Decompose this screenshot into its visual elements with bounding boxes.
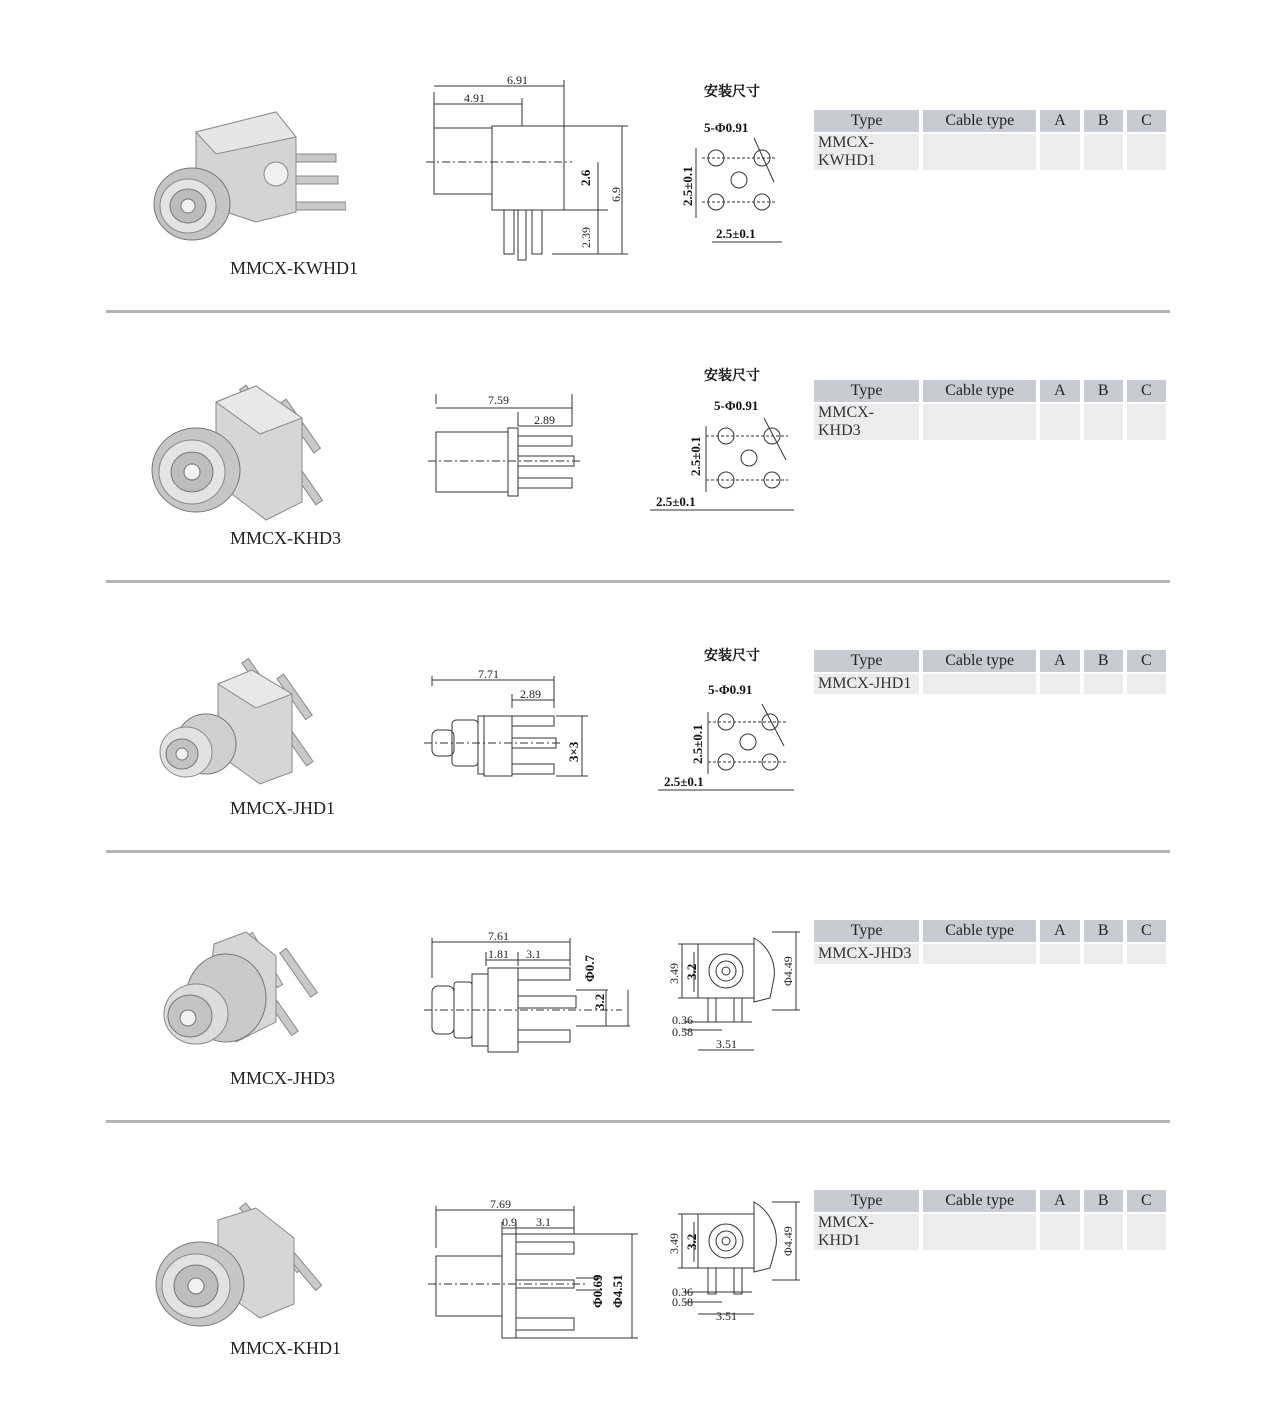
product-section-khd1 <box>106 1152 1170 1422</box>
spec-table-jhd1 <box>810 648 1170 696</box>
header-type: Type <box>814 650 919 672</box>
dim-flange: 1.81 <box>488 947 509 961</box>
footprint-pitch-vertical: 2.5±0.1 <box>690 724 705 764</box>
header-b: B <box>1084 110 1123 132</box>
section-divider <box>106 580 1170 583</box>
footprint-diameter: Φ4.49 <box>781 956 795 986</box>
product-section-jhd1 <box>106 612 1170 882</box>
footprint-height: 3.49 <box>667 963 681 984</box>
model-label: MMCX-JHD3 <box>230 1068 336 1088</box>
dim-overall-length: 6.91 <box>507 73 528 87</box>
footprint-offset-2: 0.58 <box>672 1025 693 1039</box>
cell-a <box>1040 404 1079 440</box>
dim-pin-section: 2.89 <box>520 687 541 701</box>
cell-cable-type <box>923 134 1036 170</box>
table-row <box>814 404 1166 440</box>
footprint-pitch-horizontal: 2.5±0.1 <box>664 774 704 789</box>
product-section-khd3 <box>106 342 1170 612</box>
dim-pin-diameter: Φ0.7 <box>582 954 597 982</box>
cell-b <box>1084 134 1123 170</box>
header-a: A <box>1040 1190 1079 1212</box>
header-cable-type: Cable type <box>923 380 1036 402</box>
dim-overall-length: 7.71 <box>478 667 499 681</box>
dim-overall-length: 7.69 <box>490 1197 511 1211</box>
cell-a <box>1040 944 1079 964</box>
header-type: Type <box>814 380 919 402</box>
footprint-drawing-jhd3 <box>642 882 812 1092</box>
table-row <box>814 944 1166 964</box>
dim-pin-section: 2.89 <box>534 413 555 427</box>
table-header-row <box>814 110 1166 132</box>
spec-table-jhd3 <box>810 918 1170 966</box>
model-label: MMCX-KHD3 <box>230 528 342 548</box>
header-cable-type: Cable type <box>923 1190 1036 1212</box>
model-label: MMCX-JHD1 <box>230 798 336 818</box>
cell-cable-type <box>923 404 1036 440</box>
cell-b <box>1084 674 1123 694</box>
cell-cable-type <box>923 944 1036 964</box>
footprint-diameter: Φ4.49 <box>781 1226 795 1256</box>
cell-b <box>1084 944 1123 964</box>
cell-type: MMCX-JHD1 <box>814 674 919 694</box>
footprint-width: 3.51 <box>716 1037 737 1051</box>
header-b: B <box>1084 650 1123 672</box>
footprint-inner: 3.2 <box>684 1233 699 1250</box>
product-photo-kwhd1 <box>126 92 346 262</box>
cell-c <box>1127 1214 1166 1250</box>
footprint-heading: 安装尺寸 <box>704 648 760 664</box>
side-view-drawing-jhd3 <box>412 882 652 1092</box>
product-photo-khd1 <box>126 1172 346 1342</box>
footprint-drawing-khd3 <box>642 342 812 552</box>
footprint-offset-1: 0.36 <box>672 1013 693 1027</box>
dim-pin-section: 3.1 <box>536 1215 551 1229</box>
header-b: B <box>1084 380 1123 402</box>
dim-overall-length: 7.59 <box>488 393 509 407</box>
cell-b <box>1084 1214 1123 1250</box>
product-section-kwhd1 <box>106 72 1170 342</box>
footprint-width: 3.51 <box>716 1309 737 1323</box>
footprint-offset-1: 0.36 <box>672 1285 693 1299</box>
footprint-offset-2: 0.58 <box>672 1295 693 1309</box>
model-label: MMCX-KWHD1 <box>230 258 358 278</box>
footprint-drawing-jhd1 <box>642 612 812 822</box>
header-a: A <box>1040 920 1079 942</box>
table-row <box>814 674 1166 694</box>
spec-table-khd1 <box>810 1188 1170 1252</box>
footprint-pitch-vertical: 2.5±0.1 <box>680 166 695 206</box>
footprint-pitch-horizontal: 2.5±0.1 <box>716 226 756 241</box>
dim-height-inner: 2.6 <box>578 169 593 186</box>
header-c: C <box>1127 380 1166 402</box>
cell-cable-type <box>923 674 1036 694</box>
cell-type: MMCX-KWHD1 <box>814 134 919 170</box>
dim-body-size: 3×3 <box>566 741 581 762</box>
section-divider <box>106 1120 1170 1123</box>
table-header-row <box>814 650 1166 672</box>
table-row <box>814 134 1166 170</box>
cell-c <box>1127 674 1166 694</box>
product-photo-khd3 <box>126 362 346 532</box>
dim-body-length: 4.91 <box>464 91 485 105</box>
spec-table-khd3 <box>810 378 1170 442</box>
dim-pin-diameter: Φ0.69 <box>590 1274 605 1308</box>
section-divider <box>106 850 1170 853</box>
cell-cable-type <box>923 1214 1036 1250</box>
cell-c <box>1127 134 1166 170</box>
header-cable-type: Cable type <box>923 110 1036 132</box>
cell-c <box>1127 944 1166 964</box>
product-section-jhd3 <box>106 882 1170 1152</box>
product-photo-jhd3 <box>126 902 346 1072</box>
footprint-height: 3.49 <box>667 1233 681 1254</box>
footprint-holes: 5-Φ0.91 <box>708 682 753 697</box>
header-b: B <box>1084 1190 1123 1212</box>
table-header-row <box>814 380 1166 402</box>
side-view-drawing-kwhd1 <box>412 72 652 282</box>
header-a: A <box>1040 110 1079 132</box>
footprint-drawing-kwhd1 <box>642 72 812 282</box>
spec-table-kwhd1 <box>810 108 1170 172</box>
dim-height-total: 6.9 <box>609 187 623 202</box>
header-c: C <box>1127 920 1166 942</box>
header-cable-type: Cable type <box>923 920 1036 942</box>
cell-a <box>1040 134 1079 170</box>
dim-body-diameter: Φ4.51 <box>610 1274 625 1308</box>
table-header-row <box>814 1190 1166 1212</box>
cell-a <box>1040 674 1079 694</box>
footprint-holes: 5-Φ0.91 <box>714 398 759 413</box>
cell-type: MMCX-KHD1 <box>814 1214 919 1250</box>
table-header-row <box>814 920 1166 942</box>
cell-b <box>1084 404 1123 440</box>
header-c: C <box>1127 110 1166 132</box>
cell-type: MMCX-KHD3 <box>814 404 919 440</box>
side-view-drawing-jhd1 <box>412 612 652 822</box>
header-a: A <box>1040 650 1079 672</box>
header-c: C <box>1127 1190 1166 1212</box>
footprint-drawing-khd1 <box>642 1152 812 1362</box>
table-row <box>814 1214 1166 1250</box>
section-divider <box>106 310 1170 313</box>
header-type: Type <box>814 110 919 132</box>
model-label: MMCX-KHD1 <box>230 1338 342 1358</box>
header-type: Type <box>814 1190 919 1212</box>
footprint-pitch-vertical: 2.5±0.1 <box>688 436 703 476</box>
dim-pin-section: 3.1 <box>526 947 541 961</box>
side-view-drawing-khd1 <box>412 1152 652 1362</box>
dim-flange: 0.9 <box>502 1215 517 1229</box>
side-view-drawing-khd3 <box>412 342 652 552</box>
header-a: A <box>1040 380 1079 402</box>
footprint-inner: 3.2 <box>684 963 699 980</box>
cell-a <box>1040 1214 1079 1250</box>
dim-overall-length: 7.61 <box>488 929 509 943</box>
cell-c <box>1127 404 1166 440</box>
footprint-heading: 安装尺寸 <box>704 368 760 384</box>
header-c: C <box>1127 650 1166 672</box>
header-type: Type <box>814 920 919 942</box>
footprint-pitch-horizontal: 2.5±0.1 <box>656 494 696 509</box>
dim-pin-spacing: 3.2 <box>592 993 607 1010</box>
footprint-holes: 5-Φ0.91 <box>704 120 749 135</box>
dim-pin-length: 2.39 <box>579 227 593 248</box>
header-b: B <box>1084 920 1123 942</box>
cell-type: MMCX-JHD3 <box>814 944 919 964</box>
footprint-heading: 安装尺寸 <box>704 84 760 100</box>
product-photo-jhd1 <box>126 632 346 802</box>
header-cable-type: Cable type <box>923 650 1036 672</box>
